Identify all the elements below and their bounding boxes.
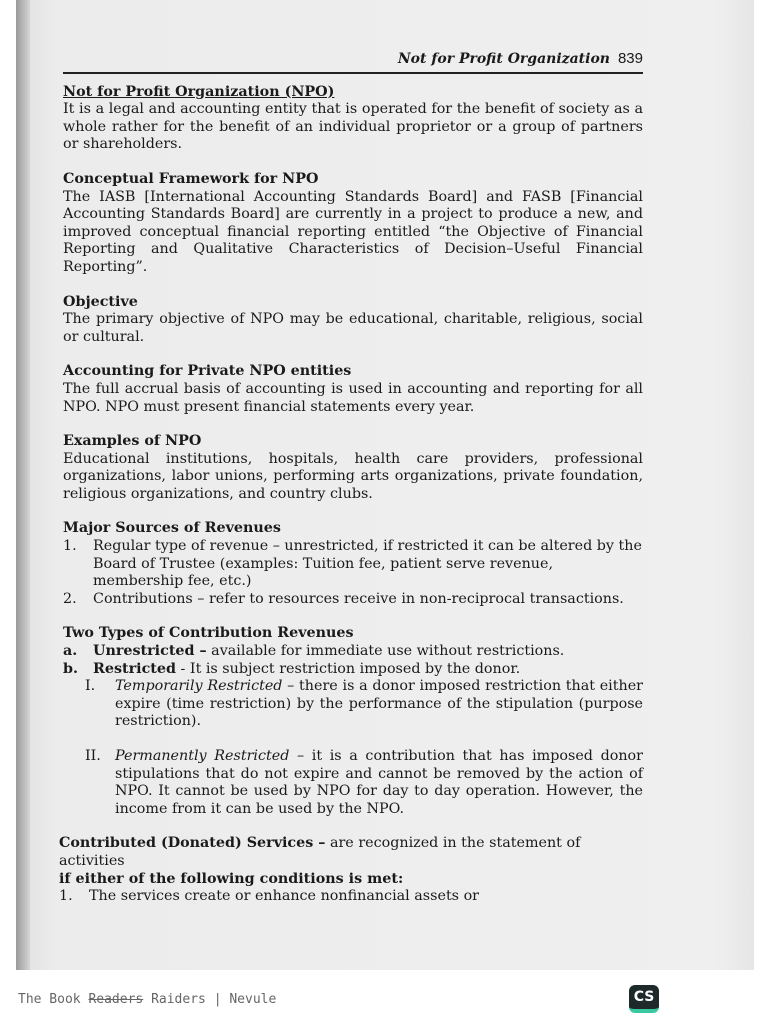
sublist-marker: II. (85, 748, 101, 764)
badge-label: CS (633, 989, 655, 1005)
running-header (63, 50, 643, 74)
list-marker: b. (63, 660, 78, 677)
section-text: The primary objective of NPO may be educational, charitable, religious, social or cultural. (63, 311, 643, 345)
section-heading: Not for Profit Organization (NPO) (63, 83, 335, 100)
donated-text: are recognized in the statement of activities (59, 835, 581, 869)
page-content (59, 50, 643, 923)
section-heading: Objective (63, 293, 138, 310)
section-heading: Conceptual Framework for NPO (63, 170, 319, 187)
list-text: available for immediate use without restrictions. (206, 643, 565, 660)
list-item (59, 888, 643, 906)
donated-intro (59, 835, 643, 870)
list-text: Contributions – refer to resources receive in non-reciprocal transactions. (93, 590, 624, 607)
section-text: The full accrual basis of accounting is used in accounting and reporting for all NPO. NPO must present financial statements every year. (63, 380, 643, 415)
section-npo (63, 84, 643, 154)
section-donated-services (59, 835, 643, 905)
sublist-text: – there is a donor imposed restriction that either expire (time restriction) by the performance of the stipulation (purpose restriction). (115, 678, 643, 730)
donated-list (59, 888, 643, 906)
section-text: Educational institutions, hospitals, health care providers, professional organizations, labor unions, performing arts organizations, private foundation, religious organizations, and country clubs. (63, 450, 643, 502)
footer-struck: Readers (88, 992, 144, 1007)
list-item (63, 591, 643, 609)
footer-prefix: The Book (18, 992, 89, 1007)
list-marker: 1. (63, 538, 77, 555)
list-item (63, 643, 643, 661)
list-text: The services create or enhance nonfinancial assets or (89, 888, 480, 905)
section-heading: Major Sources of Revenues (63, 520, 281, 537)
list-marker: 1. (59, 888, 73, 905)
header-title: Not for Profit Organization (397, 51, 610, 67)
scanned-page (16, 0, 754, 970)
footer-suffix: Raiders | Nevule (143, 992, 277, 1007)
revenue-list (63, 538, 643, 608)
list-term: Unrestricted – (93, 643, 207, 660)
list-marker: 2. (63, 590, 77, 607)
section-private (63, 363, 643, 416)
section-examples (63, 433, 643, 503)
section-heading: Accounting for Private NPO entities (63, 363, 352, 380)
section-contribution-types (63, 625, 643, 818)
page-number: 839 (617, 50, 643, 67)
list-text: Regular type of revenue – unrestricted, if restricted it can be altered by the Board of Trustee (examples: Tuition fee, patient serve revenue, membership fee, etc.) (93, 538, 642, 590)
sublist-marker: I. (85, 678, 96, 695)
section-objective (63, 294, 643, 347)
camscanner-logo-icon (629, 985, 659, 1013)
donated-term: Contributed (Donated) Services – (59, 835, 326, 852)
list-item (63, 538, 643, 591)
sublist-term: Temporarily Restricted (115, 678, 283, 695)
section-framework (63, 171, 643, 277)
list-marker: a. (63, 643, 78, 660)
contribution-list (63, 643, 643, 678)
sublist-term: Permanently Restricted (115, 748, 290, 764)
sublist-text: – it is a contribution that has imposed donor stipulations that do not expire and cannot be removed by the action of NPO. It cannot be used by NPO for day to day operation. However, the income from it can be used by the NPO. (115, 748, 643, 817)
restricted-sublist (85, 678, 643, 818)
list-term: Restricted (93, 660, 176, 677)
list-item (63, 661, 643, 679)
section-text: The IASB [International Accounting Standards Board] and FASB [Financial Accounting Standards Board] are currently in a project to produce a new, and improved conceptual financial reporting entitled “the Objective of Financial Reporting and Qualitative Characteristics of Decision–Useful Financial Reporting”. (63, 188, 643, 275)
footer-credit (18, 992, 276, 1007)
section-text: It is a legal and accounting entity that is operated for the benefit of society as a whole rather for the benefit of an individual proprietor or a group of partners or shareholders. (63, 101, 643, 153)
section-heading: Two Types of Contribution Revenues (63, 625, 354, 642)
list-text: - It is subject restriction imposed by the donor. (176, 660, 521, 677)
section-heading: Examples of NPO (63, 433, 202, 450)
sublist-item (85, 678, 643, 731)
sublist-item (85, 748, 643, 818)
section-revenues (63, 520, 643, 608)
donated-condition: if either of the following conditions is met: (59, 870, 404, 887)
